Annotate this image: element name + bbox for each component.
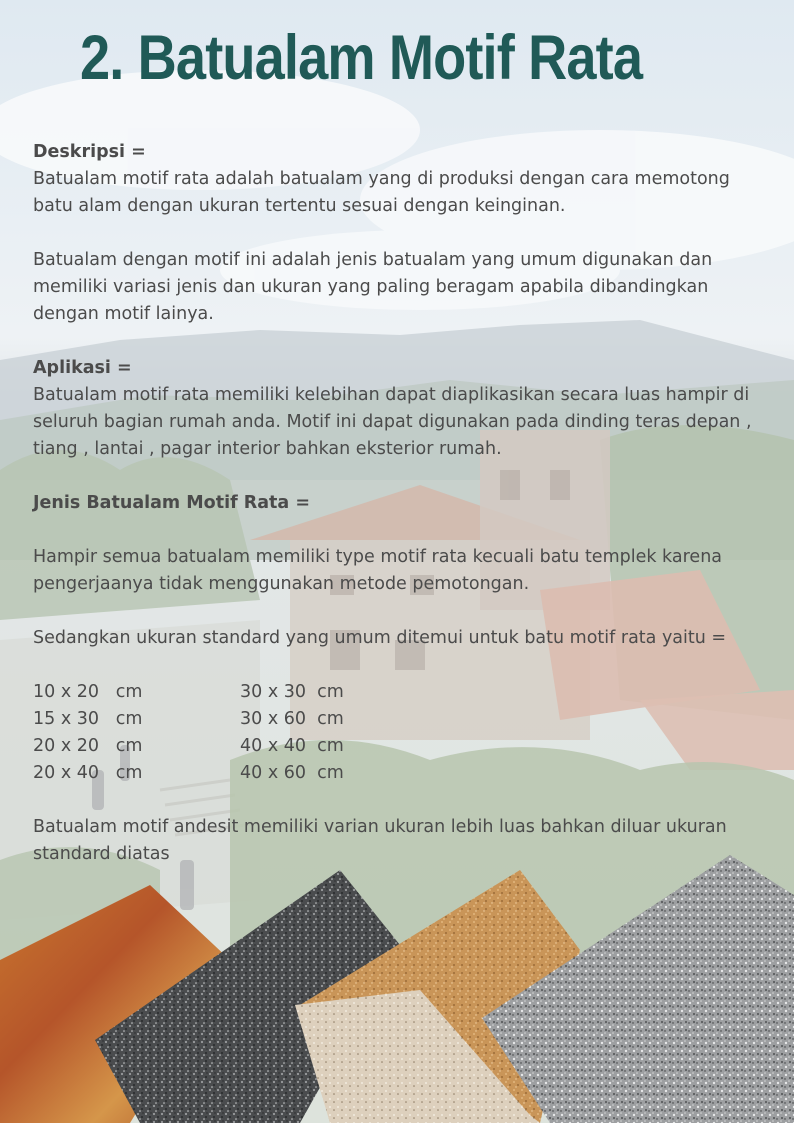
section-heading-aplikasi: Aplikasi = [33,358,132,378]
size-item: 20 x 20 cm [33,736,143,756]
deskripsi-paragraph-1: Batualam motif rata adalah batualam yang di produksi dengan cara memotong batu alam dengan ukuran tertentu sesuai dengan keinginan. [33,169,730,216]
size-item: 40 x 40 cm [240,736,344,756]
section-heading-jenis: Jenis Batualam Motif Rata = [33,493,310,513]
page-title: 2. Batualam Motif Rata [80,23,643,93]
content-body [33,139,768,868]
jenis-paragraph-3: Batualam motif andesit memiliki varian ukuran lebih luas bahkan diluar ukuran standard diatas [33,817,727,864]
size-item: 20 x 40 cm [33,763,143,783]
jenis-paragraph-1: Hampir semua batualam memiliki type motif rata kecuali batu templek karena pengerjaanya tidak menggunakan metode pemotongan. [33,547,723,594]
jenis-paragraph-2: Sedangkan ukuran standard yang umum ditemui untuk batu motif rata yaitu = [33,628,727,648]
stone-samples [0,840,794,1123]
aplikasi-paragraph: Batualam motif rata memiliki kelebihan dapat diaplikasikan secara luas hampir di seluruh bagian rumah anda. Motif ini dapat digunakan pada dinding teras depan , tiang , lantai , pagar interior bahkan eksterior rumah. [33,385,752,459]
size-item: 40 x 60 cm [240,763,344,783]
deskripsi-paragraph-2: Batualam dengan motif ini adalah jenis batualam yang umum digunakan dan memiliki variasi jenis dan ukuran yang paling beragam apabila dibandingkan dengan motif lainya. [33,250,713,324]
size-item: 15 x 30 cm [33,709,143,729]
size-list [33,679,768,787]
size-item: 30 x 60 cm [240,709,344,729]
section-heading-deskripsi: Deskripsi = [33,142,146,162]
size-item: 10 x 20 cm [33,682,143,702]
size-item: 30 x 30 cm [240,682,344,702]
